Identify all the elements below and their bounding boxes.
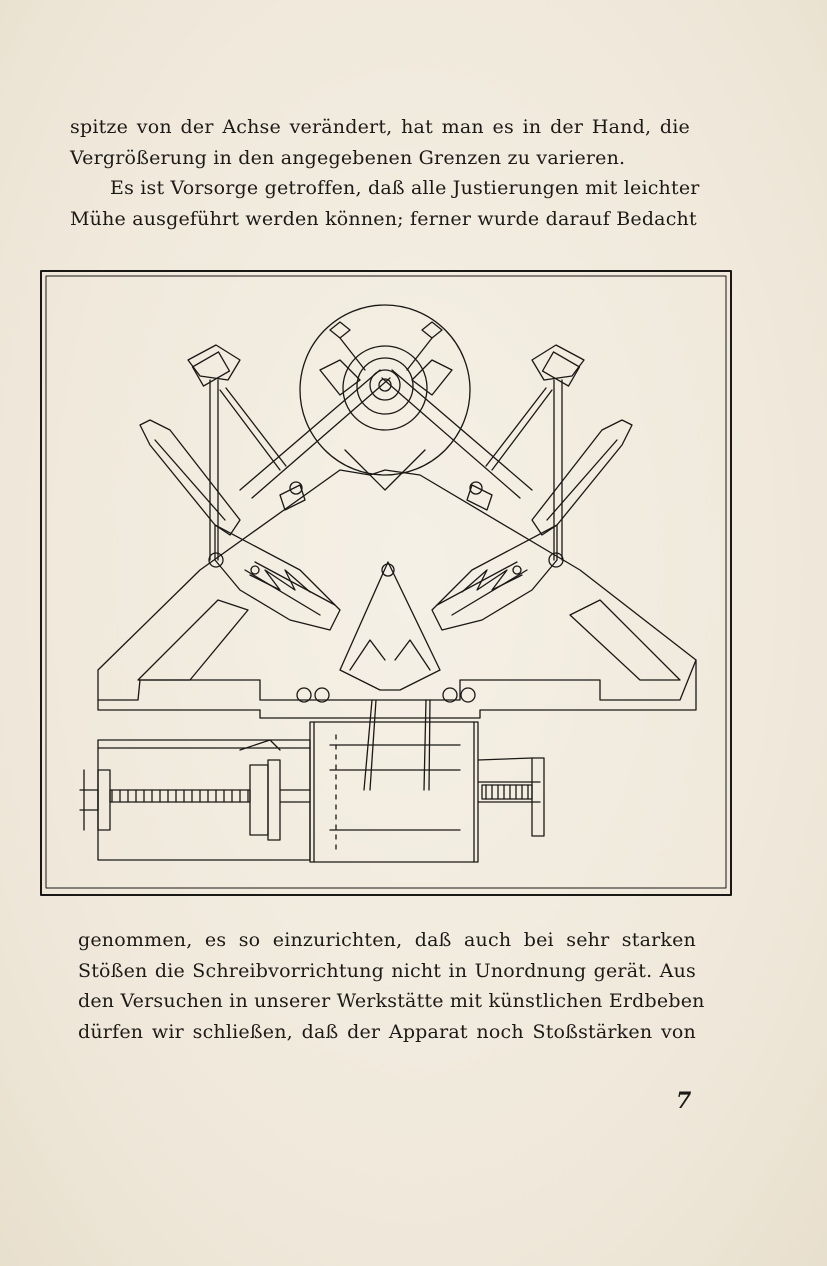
recording-drum [310, 722, 478, 862]
base-triangle [98, 470, 696, 718]
text-line: genommen, es so einzurichten, daß auch bei sehr starken [78, 929, 696, 951]
top-paragraph [70, 112, 700, 234]
feed-screw [80, 740, 310, 860]
page-number: 7 [676, 1088, 692, 1114]
drum-support [478, 758, 544, 836]
text-line: spitze von der Achse verändert, hat man es in der Hand, die [70, 116, 690, 138]
text-line: den Versuchen in unserer Werkstätte mit künstlichen Erdbeben [78, 990, 705, 1012]
text-line: Vergrößerung in den angegebenen Grenzen zu varieren. [70, 146, 626, 169]
text-line: Mühe ausgeführt werden können; ferner wurde darauf Bedacht [70, 207, 697, 230]
text-line: Es ist Vorsorge getroffen, daß alle Justierungen mit leichter [110, 177, 700, 199]
seismograph-illustration [40, 270, 732, 896]
text-line: dürfen wir schließen, daß der Apparat noch Stoßstärken von [78, 1020, 696, 1043]
text-line: Stößen die Schreibvorrichtung nicht in Unordnung gerät. Aus [78, 959, 696, 982]
pen-holder [340, 562, 440, 790]
right-lever-arm [382, 322, 632, 630]
figure-inner-frame [46, 276, 726, 888]
pivot-joints [297, 564, 475, 702]
rotating-disc [300, 305, 470, 490]
bottom-paragraph [78, 925, 705, 1047]
left-lever-arm [140, 322, 390, 630]
